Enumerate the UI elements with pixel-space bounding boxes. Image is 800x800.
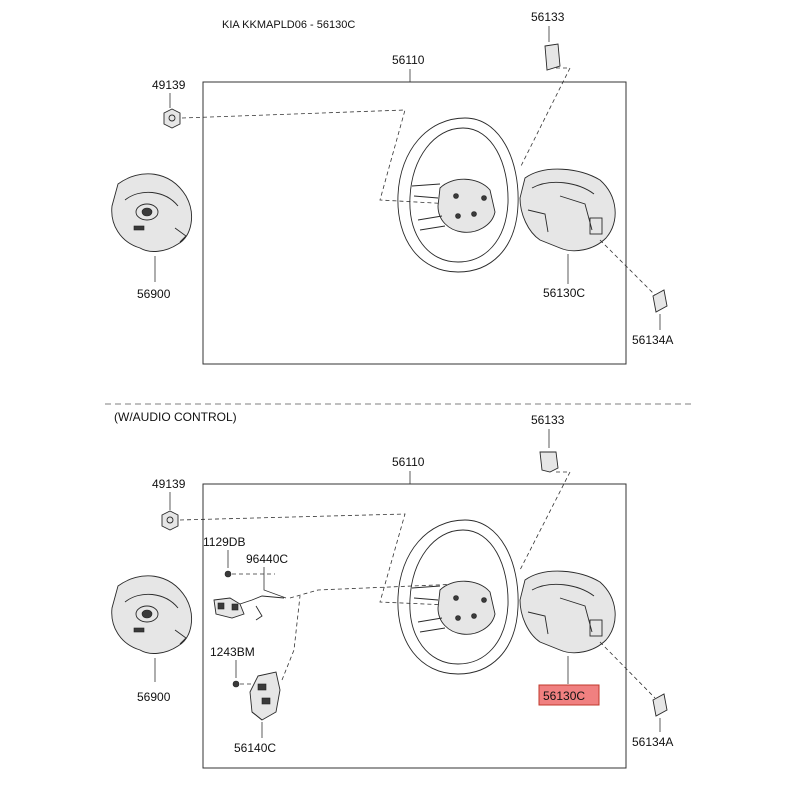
dash-56133-bottom xyxy=(520,472,570,570)
cover-56130c-bottom xyxy=(520,571,615,653)
steering-wheel-top xyxy=(398,118,518,272)
audio-switch-96440c xyxy=(214,596,284,620)
screw-1243bm xyxy=(233,681,239,687)
label-56130c-top[interactable]: 56130C xyxy=(543,286,586,300)
bottom-assembly xyxy=(112,413,674,768)
dash-49139-bottom xyxy=(180,514,470,606)
nut-49139-bottom xyxy=(162,511,178,530)
label-49139-bottom[interactable]: 49139 xyxy=(152,477,186,491)
diagram-title: KIA KKMAPLD06 - 56130C xyxy=(222,19,356,31)
dash-56134a-bottom xyxy=(600,642,655,698)
label-56110-top[interactable]: 56110 xyxy=(392,53,425,67)
label-1243bm[interactable]: 1243BM xyxy=(210,645,255,659)
cover-56133-top xyxy=(545,44,560,70)
section-label-audio-control: (W/AUDIO CONTROL) xyxy=(114,410,237,424)
dash-56133-top xyxy=(520,68,570,168)
label-56110-bottom[interactable]: 56110 xyxy=(392,455,425,469)
cover-56134a-top xyxy=(653,290,667,312)
airbag-module-bottom xyxy=(112,576,192,654)
label-56130c-bottom[interactable]: 56130C xyxy=(543,689,586,703)
screw-1129db xyxy=(225,571,231,577)
dash-49139-top xyxy=(182,110,470,205)
nut-49139-top xyxy=(164,109,180,128)
label-56900-bottom[interactable]: 56900 xyxy=(137,690,171,704)
dash-56134a-top xyxy=(600,240,655,295)
top-assembly xyxy=(112,10,674,364)
cover-56134a-bottom xyxy=(653,694,667,716)
label-56134a-bottom[interactable]: 56134A xyxy=(632,735,674,749)
label-56140c[interactable]: 56140C xyxy=(234,741,277,755)
label-56133-top[interactable]: 56133 xyxy=(531,10,565,24)
label-96440c[interactable]: 96440C xyxy=(246,552,289,566)
leader-96440c xyxy=(264,567,286,598)
switch-56140c xyxy=(250,672,280,720)
dash-56140c xyxy=(282,596,300,680)
steering-wheel-bottom xyxy=(398,520,518,674)
airbag-module-top xyxy=(112,174,192,252)
label-56133-bottom[interactable]: 56133 xyxy=(531,413,565,427)
label-56134a-top[interactable]: 56134A xyxy=(632,333,674,347)
label-49139-top[interactable]: 49139 xyxy=(152,78,186,92)
cover-56130c-top xyxy=(520,169,615,251)
cover-56133-bottom xyxy=(540,452,558,472)
label-1129db[interactable]: 1129DB xyxy=(203,535,246,549)
label-56900-top[interactable]: 56900 xyxy=(137,287,171,301)
